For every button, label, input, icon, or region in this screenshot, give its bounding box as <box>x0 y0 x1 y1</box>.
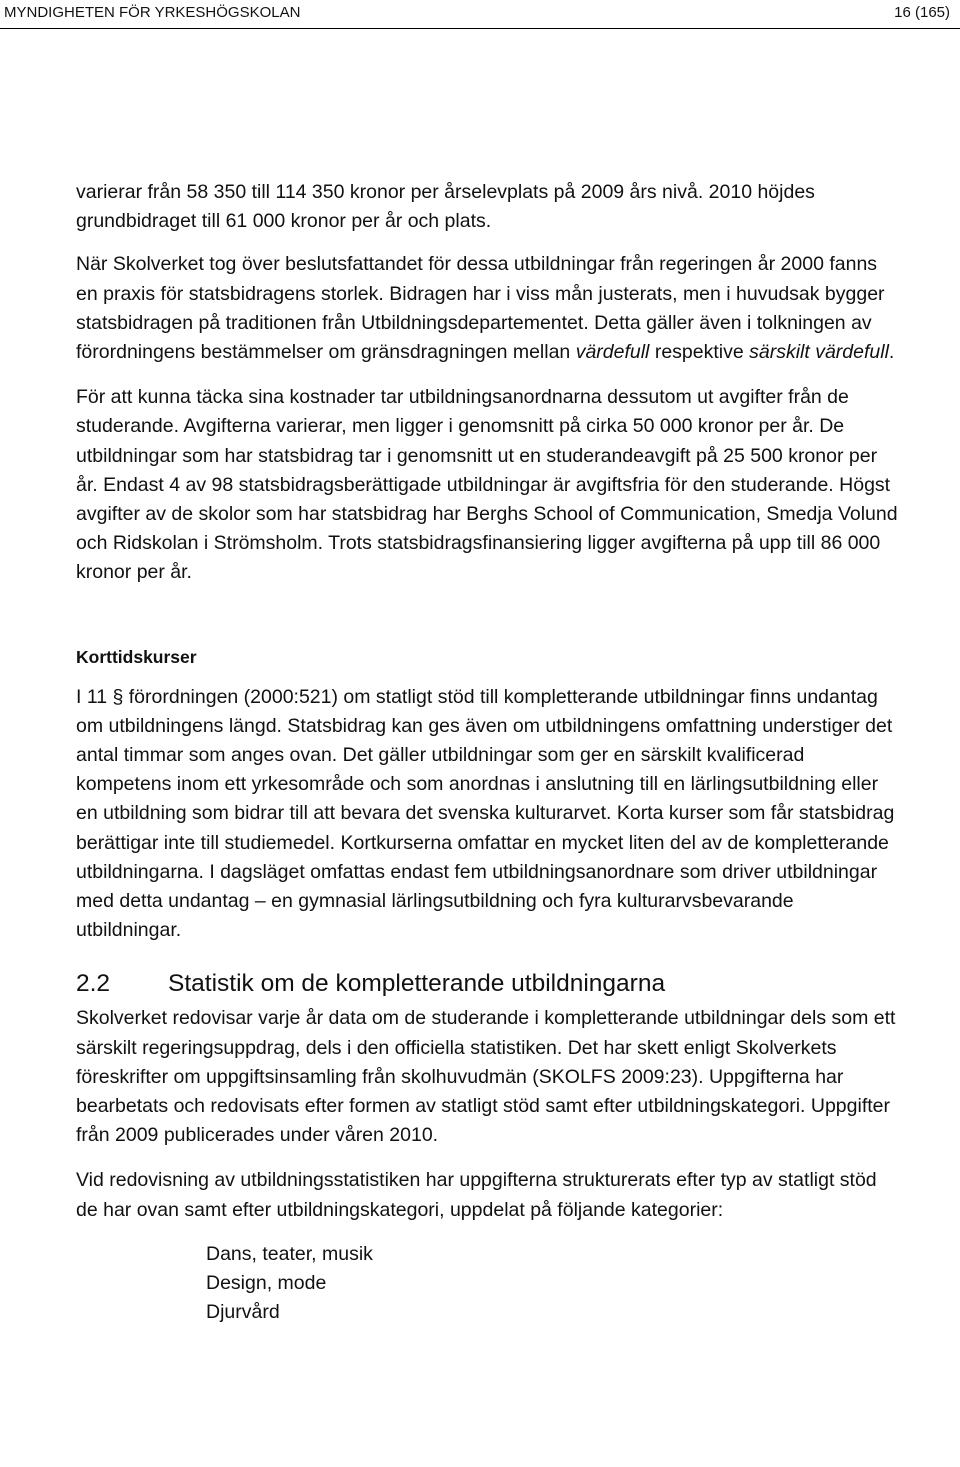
page-content <box>76 178 898 1328</box>
page-number: 16 (165) <box>894 4 950 21</box>
paragraph-funding-range: varierar från 58 350 till 114 350 kronor per årselevplats på 2009 års nivå. 2010 höjdes grundbidraget till 61 000 kronor per år och plats. <box>76 181 815 233</box>
emphasis-term-especially-valuable: särskilt värdefull <box>749 341 889 364</box>
paragraph-text: När Skolverket tog över beslutsfattandet för dessa utbildningar från regeringen år 2000 fanns en praxis för statsbidragens storlek. Bidragen har i viss mån justerats, men i huvudsak bygger statsbidragen på traditionen från Utbildningsdepartementet. Detta gäller även i tolkningen av förordningens bestämmelser om gränsdragningen mellan <box>76 253 885 364</box>
category-list <box>206 1240 898 1328</box>
paragraph-fees: För att kunna täcka sina kostnader tar utbildningsanordnarna dessutom ut avgifter från de studerande. Avgifterna varierar, men ligger i genomsnitt på cirka 50 000 kronor per år. De utbildningar som har statsbidrag tar i genomsnitt ut en studerandeavgift på 25 500 kronor per år. Endast 4 av 98 statsbidragsberättigade utbildningar är avgiftsfria för den studerande. Högst avgifter av de skolor som har statsbidrag har Berghs School of Communication, Smedja Volund och Ridskolan i Strömsholm. Trots statsbidragsfinansiering ligger avgifterna på upp till 86 000 kronor per år. <box>76 386 898 584</box>
subsection-heading: Korttidskurser <box>76 646 197 667</box>
list-item: Djurvård <box>206 1301 280 1324</box>
paragraph-statistics-intro: Skolverket redovisar varje år data om de studerande i kompletterande utbildningar dels som ett särskilt regeringsuppdrag, dels i den officiella statistiken. Det har skett enligt Skolverkets föreskrifter om uppgiftsinsamling från skolhuvudmän (SKOLFS 2009:23). Uppgifterna har bearbetats och redovisats efter formen av statligt stöd samt efter utbildningskategori. Uppgifter från 2009 publicerades under våren 2010. <box>76 1007 896 1147</box>
emphasis-term-valuable: värdefull <box>575 341 650 364</box>
organization-name: MYNDIGHETEN FÖR YRKESHÖGSKOLAN <box>4 4 301 21</box>
paragraph-short-courses: I 11 § förordningen (2000:521) om statligt stöd till kompletterande utbildningar finns undantag om utbildningens längd. Statsbidrag kan ges även om utbildningens omfattning understiger det antal timmar som anges ovan. Det gäller utbildningar som ger en särskilt kvalificerad kompetens inom ett yrkesområde och som anordnas i anslutning till en lärlingsutbildning eller en utbildning som bidrar till att bevara det svenska kulturarvet. Korta kurser som får statsbidrag berättigar inte till studiemedel. Kortkurserna omfattar en mycket liten del av de kompletterande utbildningarna. I dagsläget omfattas endast fem utbildningsanordnare som driver utbildningar med detta undantag – en gymnasial lärlingsutbildning och fyra kulturarvsbevarande utbildningar. <box>76 685 895 942</box>
section-title: Statistik om de kompletterande utbildningarna <box>168 970 666 998</box>
page-header <box>0 0 960 29</box>
paragraph-text-mid: respektive <box>649 341 750 364</box>
paragraph-skolverket-practice <box>76 250 898 367</box>
list-item: Design, mode <box>206 1272 327 1295</box>
section-number: 2.2 <box>76 970 111 998</box>
section-heading <box>76 967 898 1001</box>
paragraph-statistics-structure: Vid redovisning av utbildningsstatistiken har uppgifterna strukturerats efter typ av statligt stöd de har ovan samt efter utbildningskategori, uppdelat på följande kategorier: <box>76 1169 877 1221</box>
list-item: Dans, teater, musik <box>206 1242 373 1265</box>
paragraph-text-end: . <box>888 341 895 364</box>
